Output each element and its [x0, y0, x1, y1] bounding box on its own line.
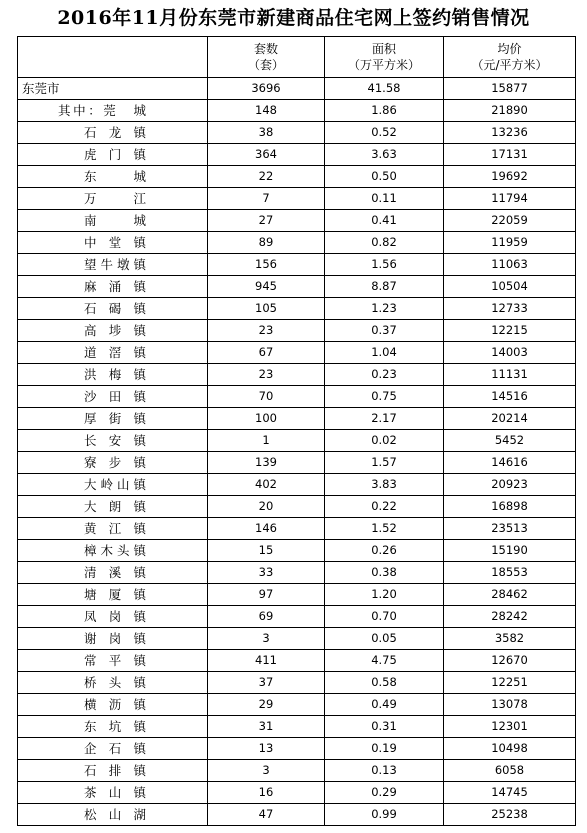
table-row: [18, 562, 576, 584]
header-region: [18, 37, 208, 78]
price-cell: 19692: [444, 166, 576, 188]
units-cell: 22: [208, 166, 325, 188]
table-row: [18, 694, 576, 716]
region-cell: [18, 540, 208, 562]
area-cell: 0.19: [325, 738, 444, 760]
units-cell: 156: [208, 254, 325, 276]
region-label: 企石镇: [84, 741, 146, 756]
region-label: 寮步镇: [84, 455, 146, 470]
price-cell: 11063: [444, 254, 576, 276]
price-cell: 15190: [444, 540, 576, 562]
price-cell: 20923: [444, 474, 576, 496]
units-cell: 33: [208, 562, 325, 584]
units-cell: 105: [208, 298, 325, 320]
price-cell: 3582: [444, 628, 576, 650]
table-row: [18, 496, 576, 518]
area-cell: 0.41: [325, 210, 444, 232]
region-cell: [18, 496, 208, 518]
region-label: 常平镇: [84, 653, 146, 668]
region-label: 洪梅镇: [84, 367, 146, 382]
table-row: [18, 298, 576, 320]
units-cell: 38: [208, 122, 325, 144]
region-cell: [18, 122, 208, 144]
area-cell: 0.23: [325, 364, 444, 386]
region-label: 横沥镇: [84, 697, 146, 712]
area-cell: 0.02: [325, 430, 444, 452]
table-row: [18, 166, 576, 188]
units-cell: 89: [208, 232, 325, 254]
page-title: 2016年11月份东莞市新建商品住宅网上签约销售情况: [57, 7, 530, 29]
region-label: 长安镇: [84, 433, 146, 448]
price-cell: 12215: [444, 320, 576, 342]
region-cell: [18, 78, 208, 100]
table-row: [18, 782, 576, 804]
area-cell: 0.05: [325, 628, 444, 650]
region-cell: [18, 386, 208, 408]
region-cell: [18, 584, 208, 606]
area-cell: 1.86: [325, 100, 444, 122]
region-cell: [18, 254, 208, 276]
table-row: [18, 650, 576, 672]
units-cell: 70: [208, 386, 325, 408]
region-label: 沙田镇: [84, 389, 146, 404]
units-cell: 97: [208, 584, 325, 606]
units-cell: 29: [208, 694, 325, 716]
sales-table: [17, 36, 576, 826]
table-row: [18, 254, 576, 276]
region-cell: [18, 716, 208, 738]
units-cell: 16: [208, 782, 325, 804]
area-cell: 0.37: [325, 320, 444, 342]
region-label: 黄江镇: [84, 521, 146, 536]
price-cell: 12251: [444, 672, 576, 694]
area-cell: 0.26: [325, 540, 444, 562]
area-cell: 0.49: [325, 694, 444, 716]
region-cell: [18, 188, 208, 210]
region-label: 樟木头镇: [84, 543, 146, 558]
table-row: [18, 452, 576, 474]
units-cell: 148: [208, 100, 325, 122]
region-label: 中堂镇: [84, 235, 146, 250]
region-label: 虎门镇: [84, 147, 146, 162]
table-row: [18, 364, 576, 386]
table-row: [18, 804, 576, 826]
area-cell: 0.99: [325, 804, 444, 826]
area-cell: 0.31: [325, 716, 444, 738]
price-cell: 15877: [444, 78, 576, 100]
price-cell: 28242: [444, 606, 576, 628]
area-cell: 3.63: [325, 144, 444, 166]
region-cell: [18, 232, 208, 254]
header-price: 均价 （元/平方米）: [444, 37, 576, 78]
table-row: [18, 320, 576, 342]
price-cell: 13236: [444, 122, 576, 144]
region-label: 大岭山镇: [84, 477, 146, 492]
price-cell: 10498: [444, 738, 576, 760]
units-cell: 7: [208, 188, 325, 210]
region-label: 塘厦镇: [84, 587, 146, 602]
units-cell: 1: [208, 430, 325, 452]
region-label: 大朗镇: [84, 499, 146, 514]
price-cell: 14003: [444, 342, 576, 364]
price-cell: 22059: [444, 210, 576, 232]
region-cell: [18, 408, 208, 430]
area-cell: 0.38: [325, 562, 444, 584]
region-cell: [18, 320, 208, 342]
table-row: [18, 276, 576, 298]
region-label: 谢岗镇: [84, 631, 146, 646]
area-cell: 0.22: [325, 496, 444, 518]
price-cell: 23513: [444, 518, 576, 540]
table-row: [18, 232, 576, 254]
price-cell: 6058: [444, 760, 576, 782]
table-row: [18, 408, 576, 430]
units-cell: 945: [208, 276, 325, 298]
area-cell: 1.04: [325, 342, 444, 364]
price-cell: 14516: [444, 386, 576, 408]
units-cell: 23: [208, 320, 325, 342]
region-label: 道滘镇: [84, 345, 146, 360]
area-cell: 0.75: [325, 386, 444, 408]
region-cell: [18, 144, 208, 166]
price-cell: 5452: [444, 430, 576, 452]
units-cell: 23: [208, 364, 325, 386]
area-cell: 1.52: [325, 518, 444, 540]
region-label: 凤岗镇: [84, 609, 146, 624]
area-cell: 0.11: [325, 188, 444, 210]
region-cell: [18, 474, 208, 496]
area-cell: 1.56: [325, 254, 444, 276]
region-label: 高埗镇: [84, 323, 146, 338]
region-label: 桥头镇: [84, 675, 146, 690]
area-cell: 0.82: [325, 232, 444, 254]
table-row: [18, 760, 576, 782]
area-cell: 0.50: [325, 166, 444, 188]
area-cell: 0.58: [325, 672, 444, 694]
table-row: [18, 628, 576, 650]
price-cell: 20214: [444, 408, 576, 430]
area-cell: 8.87: [325, 276, 444, 298]
area-cell: 0.70: [325, 606, 444, 628]
price-cell: 17131: [444, 144, 576, 166]
units-cell: 3: [208, 760, 325, 782]
header-units: 套数 （套）: [208, 37, 325, 78]
price-cell: 28462: [444, 584, 576, 606]
region-label: 石龙镇: [84, 125, 146, 140]
region-label: 茶山镇: [84, 785, 146, 800]
region-label: 其中：莞 城: [58, 103, 146, 118]
region-label: 望牛墩镇: [84, 257, 146, 272]
table-header-row: [18, 37, 576, 78]
units-cell: 15: [208, 540, 325, 562]
area-cell: 41.58: [325, 78, 444, 100]
units-cell: 411: [208, 650, 325, 672]
region-cell: [18, 342, 208, 364]
region-label: 东坑镇: [84, 719, 146, 734]
area-cell: 2.17: [325, 408, 444, 430]
table-row: [18, 144, 576, 166]
region-cell: [18, 166, 208, 188]
price-cell: 25238: [444, 804, 576, 826]
area-cell: 0.13: [325, 760, 444, 782]
region-label: 东莞市: [22, 81, 60, 96]
region-cell: [18, 672, 208, 694]
region-cell: [18, 650, 208, 672]
region-cell: [18, 298, 208, 320]
units-cell: 3: [208, 628, 325, 650]
units-cell: 47: [208, 804, 325, 826]
area-cell: 1.20: [325, 584, 444, 606]
area-cell: 1.57: [325, 452, 444, 474]
table-row: [18, 474, 576, 496]
region-cell: [18, 694, 208, 716]
area-cell: 3.83: [325, 474, 444, 496]
region-label: 东城: [84, 169, 146, 184]
table-row: [18, 518, 576, 540]
units-cell: 100: [208, 408, 325, 430]
units-cell: 146: [208, 518, 325, 540]
units-cell: 67: [208, 342, 325, 364]
table-row: [18, 738, 576, 760]
region-cell: [18, 518, 208, 540]
units-cell: 69: [208, 606, 325, 628]
region-cell: [18, 562, 208, 584]
units-cell: 364: [208, 144, 325, 166]
table-row: [18, 342, 576, 364]
region-cell: [18, 430, 208, 452]
price-cell: 11131: [444, 364, 576, 386]
area-cell: 1.23: [325, 298, 444, 320]
price-cell: 10504: [444, 276, 576, 298]
region-cell: [18, 364, 208, 386]
area-cell: 4.75: [325, 650, 444, 672]
table-row: [18, 122, 576, 144]
table-row: [18, 540, 576, 562]
region-cell: [18, 452, 208, 474]
price-cell: 11794: [444, 188, 576, 210]
table-row: [18, 78, 576, 100]
region-cell: [18, 606, 208, 628]
table-row: [18, 584, 576, 606]
region-cell: [18, 276, 208, 298]
units-cell: 402: [208, 474, 325, 496]
units-cell: 13: [208, 738, 325, 760]
price-cell: 12733: [444, 298, 576, 320]
region-label: 石碣镇: [84, 301, 146, 316]
region-label: 石排镇: [84, 763, 146, 778]
region-cell: [18, 628, 208, 650]
region-cell: [18, 100, 208, 122]
price-cell: 21890: [444, 100, 576, 122]
units-cell: 27: [208, 210, 325, 232]
region-label: 万江: [84, 191, 146, 206]
table-row: [18, 716, 576, 738]
price-cell: 13078: [444, 694, 576, 716]
table-row: [18, 210, 576, 232]
region-cell: [18, 760, 208, 782]
region-label: 清溪镇: [84, 565, 146, 580]
table-row: [18, 100, 576, 122]
region-label: 南城: [84, 213, 146, 228]
region-cell: [18, 738, 208, 760]
table-row: [18, 188, 576, 210]
units-cell: 31: [208, 716, 325, 738]
region-label: 松山湖: [84, 807, 146, 822]
header-area: 面积 （万平方米）: [325, 37, 444, 78]
table-row: [18, 386, 576, 408]
table-row: [18, 430, 576, 452]
region-label: 厚街镇: [84, 411, 146, 426]
table-row: [18, 672, 576, 694]
price-cell: 14616: [444, 452, 576, 474]
price-cell: 12670: [444, 650, 576, 672]
price-cell: 16898: [444, 496, 576, 518]
table-row: [18, 606, 576, 628]
region-cell: [18, 782, 208, 804]
area-cell: 0.52: [325, 122, 444, 144]
price-cell: 14745: [444, 782, 576, 804]
area-cell: 0.29: [325, 782, 444, 804]
units-cell: 37: [208, 672, 325, 694]
region-cell: [18, 804, 208, 826]
region-label: 麻涌镇: [84, 279, 146, 294]
price-cell: 18553: [444, 562, 576, 584]
price-cell: 11959: [444, 232, 576, 254]
region-cell: [18, 210, 208, 232]
units-cell: 20: [208, 496, 325, 518]
units-cell: 139: [208, 452, 325, 474]
price-cell: 12301: [444, 716, 576, 738]
units-cell: 3696: [208, 78, 325, 100]
